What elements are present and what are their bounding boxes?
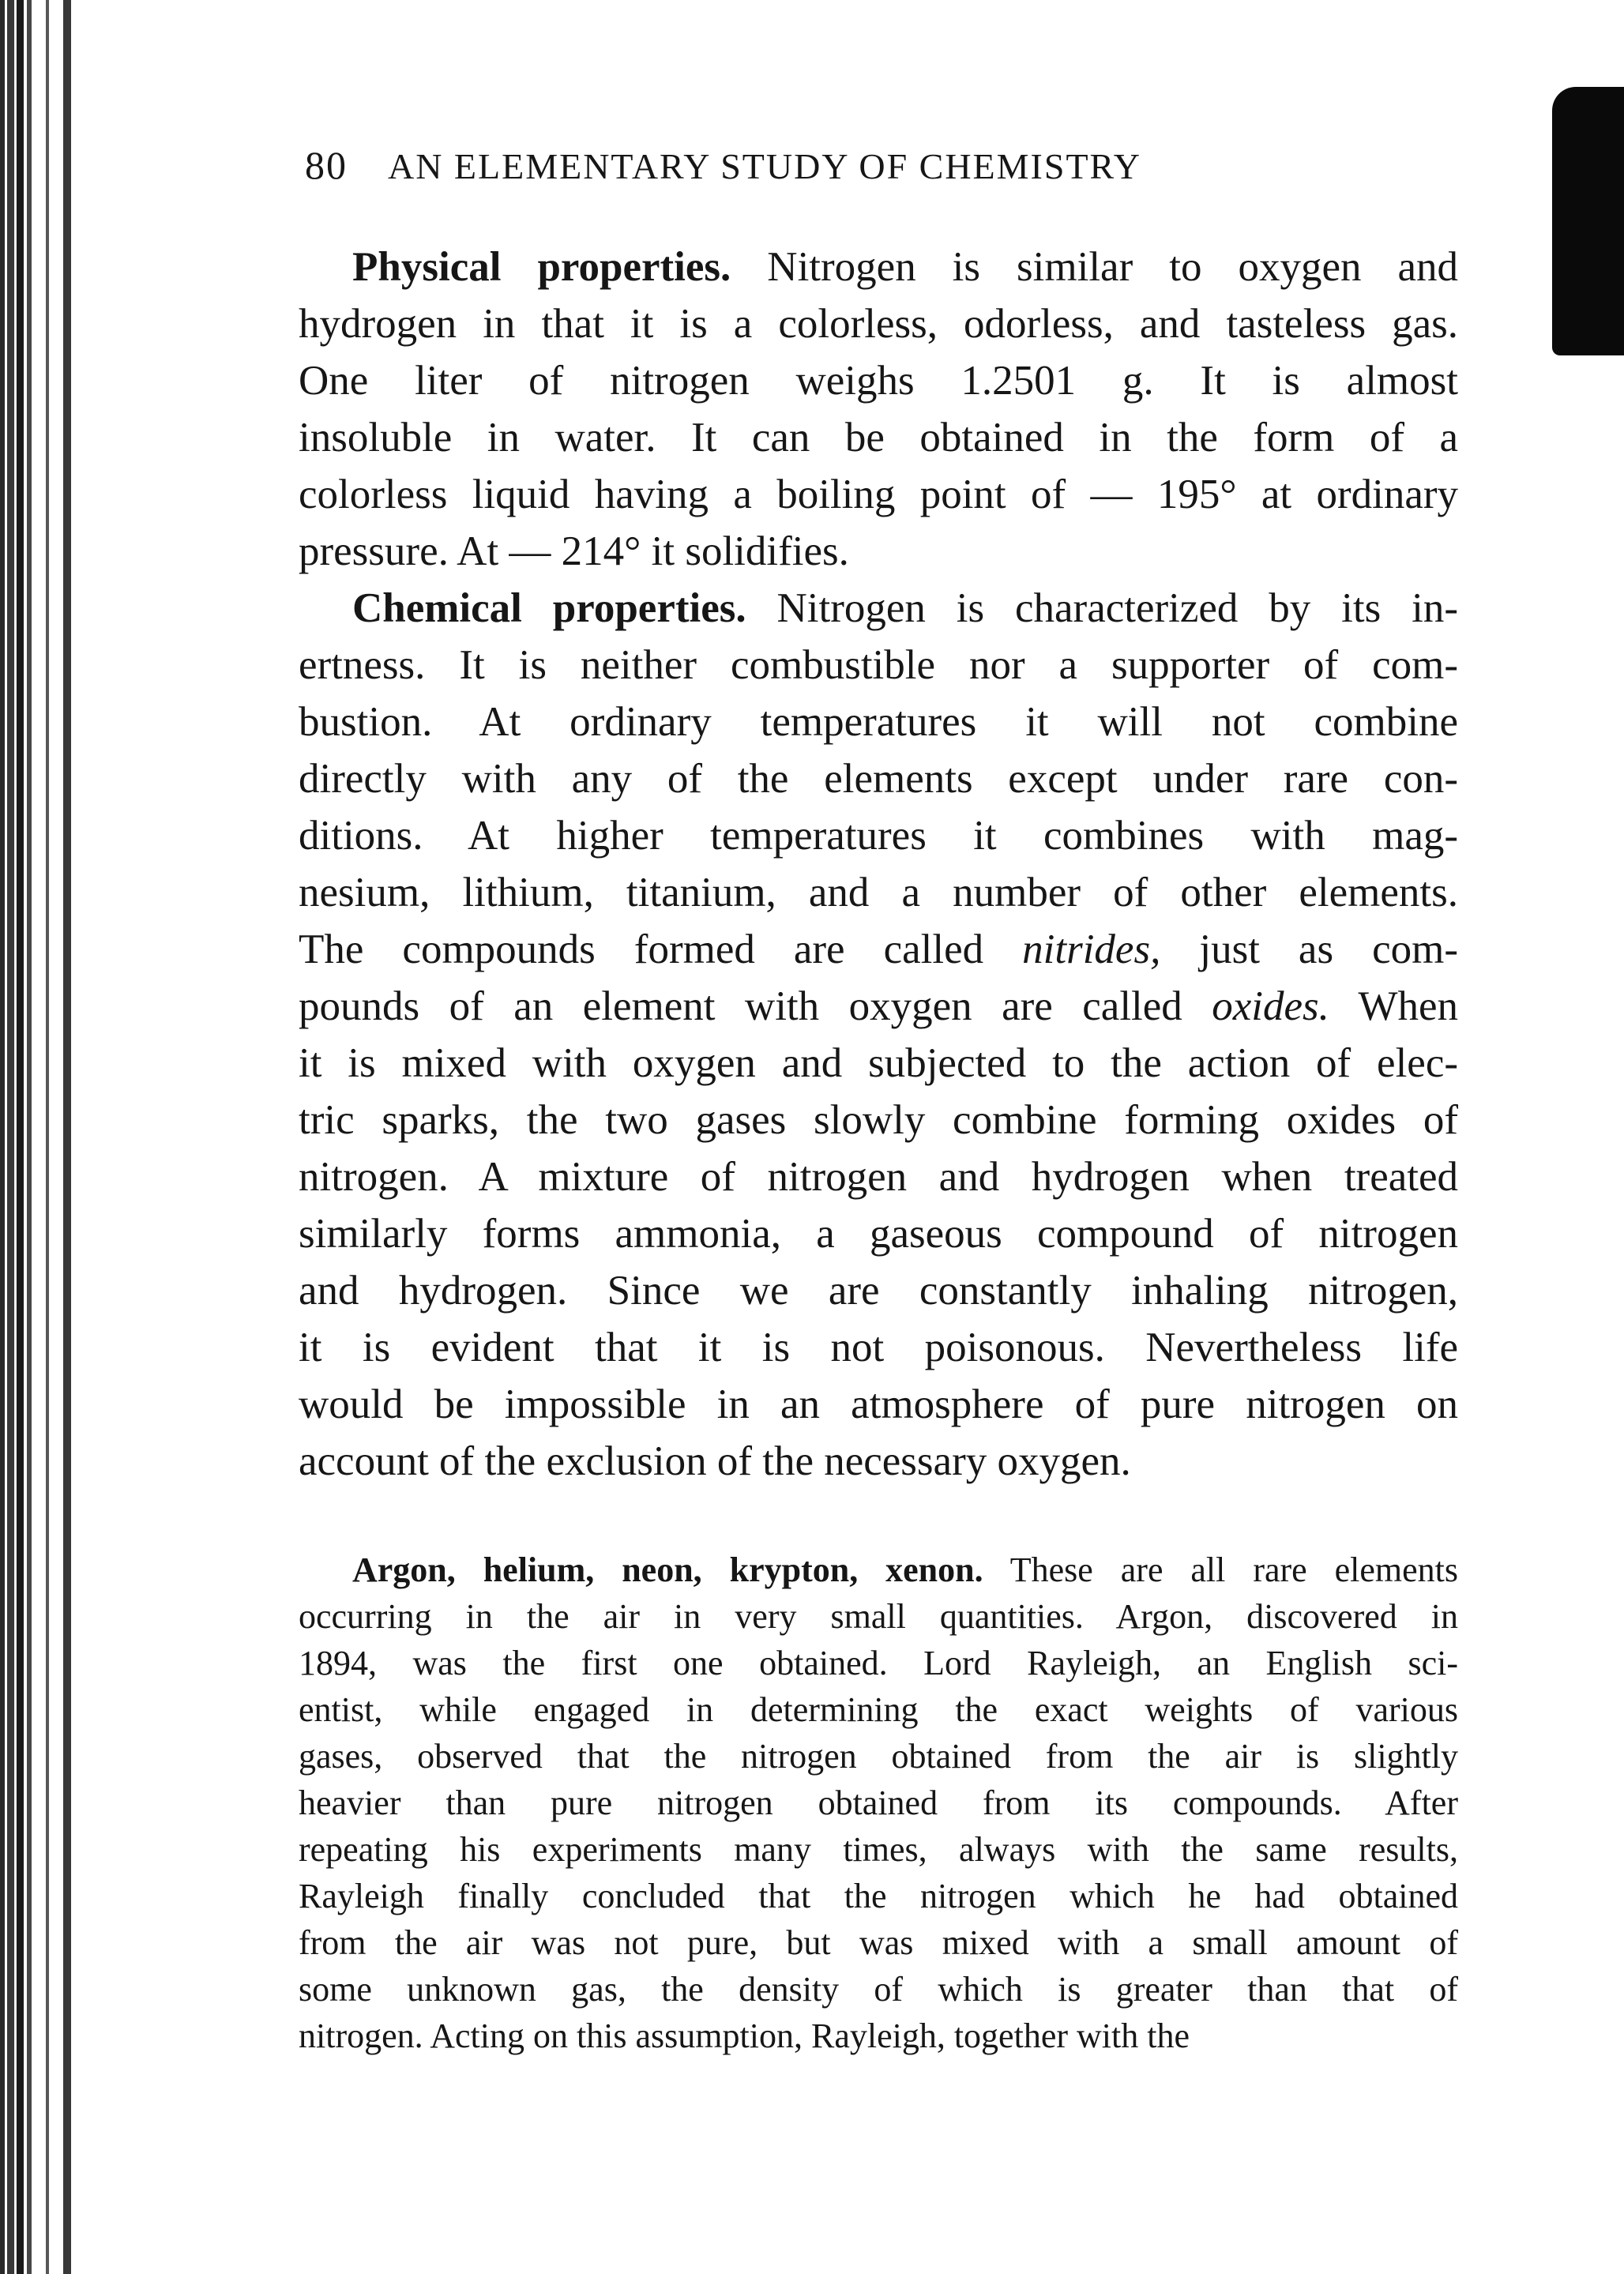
text-run: directly with any of the elements except under rare con-: [299, 756, 1458, 802]
text-line: [299, 1873, 1458, 1919]
text-run: just as com-: [1160, 927, 1458, 972]
page-edge-tab: [1552, 87, 1624, 355]
running-title: AN ELEMENTARY STUDY OF CHEMISTRY: [387, 146, 1141, 186]
text-line: [299, 1780, 1458, 1826]
text-run: similarly forms ammonia, a gaseous compound of nitrogen: [299, 1211, 1458, 1257]
text-run: Nitrogen is characterized by its in-: [746, 585, 1458, 631]
text-run: nitrogen. A mixture of nitrogen and hydrogen when treated: [299, 1154, 1458, 1200]
italic-term: oxides.: [1212, 983, 1329, 1029]
text-line: [299, 1593, 1458, 1640]
text-run: nesium, lithium, titanium, and a number of other elements.: [299, 870, 1458, 915]
text-line: [299, 1092, 1458, 1148]
text-run: 1894, was the first one obtained. Lord Rayleigh, an English sci-: [299, 1644, 1458, 1682]
text-line: [299, 1376, 1458, 1433]
text-line: [299, 1148, 1458, 1205]
text-line: [299, 523, 1458, 580]
text-line: [299, 978, 1458, 1035]
text-run: One liter of nitrogen weighs 1.2501 g. It is almost: [299, 358, 1458, 404]
text-line: [299, 466, 1458, 523]
paragraph-chemical-properties: [299, 580, 1458, 1490]
page-number: 80: [305, 143, 348, 187]
text-run: insoluble in water. It can be obtained in the form of a: [299, 415, 1458, 460]
text-line: [299, 921, 1458, 978]
text-line: [299, 239, 1458, 295]
text-line: [299, 1205, 1458, 1262]
text-run: nitrogen. Acting on this assumption, Rayleigh, together with the: [299, 2017, 1190, 2055]
text-line: [299, 637, 1458, 693]
text-run: The compounds formed are called: [299, 927, 1023, 972]
text-line: [299, 750, 1458, 807]
run-in-heading: Argon, helium, neon, krypton, xenon.: [352, 1550, 983, 1589]
text-line: [299, 1966, 1458, 2013]
text-line: [299, 295, 1458, 352]
text-line: [299, 864, 1458, 921]
text-line: [299, 580, 1458, 637]
text-line: [299, 352, 1458, 409]
text-run: ditions. At higher temperatures it combines with mag-: [299, 813, 1458, 859]
text-line: [299, 1686, 1458, 1733]
text-run: gases, observed that the nitrogen obtained from the air is slightly: [299, 1737, 1458, 1776]
text-run: ertness. It is neither combustible nor a supporter of com-: [299, 642, 1458, 688]
text-run: These are all rare elements: [983, 1550, 1458, 1589]
text-line: [299, 1826, 1458, 1873]
text-run: Rayleigh finally concluded that the nitrogen which he had obtained: [299, 1877, 1458, 1915]
text-run: repeating his experiments many times, always with the same results,: [299, 1830, 1458, 1869]
text-run: occurring in the air in very small quantities. Argon, discovered in: [299, 1597, 1458, 1636]
text-run: would be impossible in an atmosphere of pure nitrogen on: [299, 1381, 1458, 1427]
text-run: and hydrogen. Since we are constantly inhaling nitrogen,: [299, 1268, 1458, 1314]
text-line: [299, 1547, 1458, 1593]
text-run: some unknown gas, the density of which is greater than that of: [299, 1970, 1458, 2009]
text-line: [299, 1640, 1458, 1686]
run-in-heading: Physical properties.: [352, 244, 731, 290]
text-run: colorless liquid having a boiling point of — 195° at ordinary: [299, 472, 1458, 517]
italic-term: nitrides,: [1022, 927, 1161, 972]
text-run: entist, while engaged in determining the exact weights of various: [299, 1690, 1458, 1729]
text-line: [299, 1433, 1458, 1490]
text-run: tric sparks, the two gases slowly combine forming oxides of: [299, 1097, 1458, 1143]
text-line: [299, 1919, 1458, 1966]
paragraph-physical-properties: [299, 239, 1458, 580]
text-line: [299, 409, 1458, 466]
text-line: [299, 1262, 1458, 1319]
text-run: Nitrogen is similar to oxygen and: [731, 244, 1458, 290]
text-line: [299, 807, 1458, 864]
run-in-heading: Chemical properties.: [352, 585, 746, 631]
text-run: pounds of an element with oxygen are called: [299, 983, 1212, 1029]
text-run: from the air was not pure, but was mixed with a small amount of: [299, 1923, 1458, 1962]
text-run: account of the exclusion of the necessary oxygen.: [299, 1438, 1131, 1484]
text-line: [299, 693, 1458, 750]
text-line: [299, 1035, 1458, 1092]
book-binding-edge: [0, 0, 83, 2274]
text-run: bustion. At ordinary temperatures it will not combine: [299, 699, 1458, 745]
text-run: pressure. At — 214° it solidifies.: [299, 528, 849, 574]
running-header: [305, 142, 1340, 188]
text-line: [299, 1319, 1458, 1376]
text-line: [299, 2013, 1458, 2059]
text-run: hydrogen in that it is a colorless, odorless, and tasteless gas.: [299, 301, 1458, 347]
text-run: it is mixed with oxygen and subjected to the action of elec-: [299, 1040, 1458, 1086]
text-line: [299, 1733, 1458, 1780]
text-run: When: [1329, 983, 1458, 1029]
text-run: heavier than pure nitrogen obtained from its compounds. After: [299, 1783, 1458, 1822]
text-run: it is evident that it is not poisonous. Nevertheless life: [299, 1325, 1458, 1370]
paragraph-rare-gases: [299, 1547, 1458, 2059]
